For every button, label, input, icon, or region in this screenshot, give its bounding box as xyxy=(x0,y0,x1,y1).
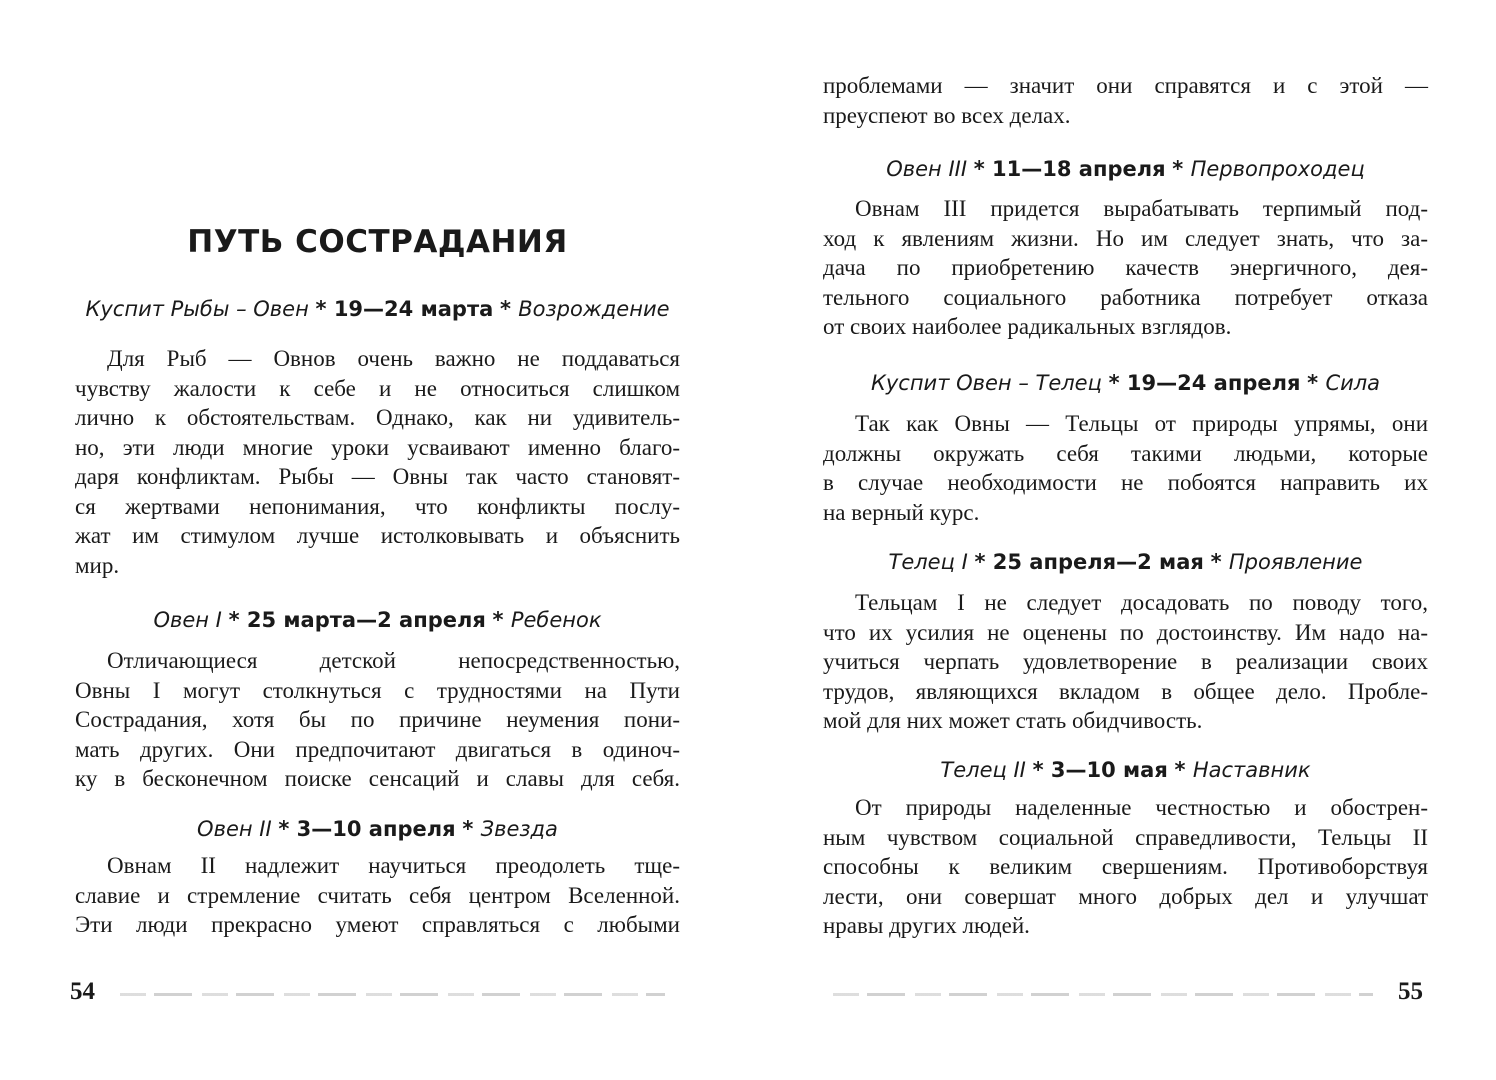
section-heading: Телец II * 3—10 мая * Наставник xyxy=(940,758,1311,782)
section-paragraph: Тельцам I не следует досадовать по поводу того, что их усилия не оценены по достоинству. Им надо на- учиться черпать удовлетворение в реализации своих трудов, являющихся вкладом в общее дело. Пробле- мой для них может стать обидчивость. xyxy=(823,590,1428,733)
section-heading: Овен II * 3—10 апреля * Звезда xyxy=(197,817,558,841)
section-paragraph: Овнам III придется вырабатывать терпимый под- ход к явлениям жизни. Но им следует знать, что за- дача по приобретению качеств энергичного, дея- тельного социального работника потребует отказа от своих наиболее радикальных взглядов. xyxy=(823,196,1428,339)
right-page xyxy=(748,0,1496,1080)
section-heading: Куспит Рыбы – Овен * 19—24 марта * Возрождение xyxy=(85,297,670,321)
section-paragraph: Отличающиеся детской непосредственностью, Овны I могут столкнуться с трудностями на Пути Сострадания, хотя бы по причине неумения пони- мать других. Они предпочитают двигаться в одиноч- ку в бесконечном поиске сенсаций и славы для себя. xyxy=(75,648,680,791)
chapter-title: ПУТЬ СОСТРАДАНИЯ xyxy=(187,224,568,260)
footer-rule xyxy=(833,993,1373,996)
section-heading: Овен I * 25 марта—2 апреля * Ребенок xyxy=(153,608,602,632)
footer-rule xyxy=(120,993,665,996)
section-paragraph: Так как Овны — Тельцы от природы упрямы, они должны окружать себя такими людьми, которые в случае необходимости не побоятся направить их на верный курс. xyxy=(823,411,1428,525)
section-heading: Телец I * 25 апреля—2 мая * Проявление xyxy=(888,550,1363,574)
page-number: 55 xyxy=(1398,978,1423,1005)
continuation-paragraph: проблемами — значит они справятся и с этой — преуспеют во всех делах. xyxy=(823,73,1428,128)
section-paragraph: Для Рыб — Овнов очень важно не поддаваться чувству жалости к себе и не относиться слишком лично к обстоятельствам. Однако, как ни удивитель- но, эти люди многие уроки усваивают именно благо- даря конфликтам. Рыбы — Овны так часто становят- ся жертвами непонимания, что конфликты послу- жат им стимулом лучше истолковывать и объяснить мир. xyxy=(75,346,680,578)
section-heading: Овен III * 11—18 апреля * Первопроходец xyxy=(886,157,1365,181)
page-number: 54 xyxy=(70,978,95,1005)
section-heading: Куспит Овен – Телец * 19—24 апреля * Сила xyxy=(870,371,1381,395)
section-paragraph: Овнам II надлежит научиться преодолеть тще- славие и стремление считать себя центром Вселенной. Эти люди прекрасно умеют справляться с любыми xyxy=(75,853,680,937)
section-paragraph: От природы наделенные честностью и обострен- ным чувством социальной справедливости, Тельцы II способны к великим свершениям. Противоборствуя лести, они совершат много добрых дел и улучшат нравы других людей. xyxy=(823,795,1428,938)
